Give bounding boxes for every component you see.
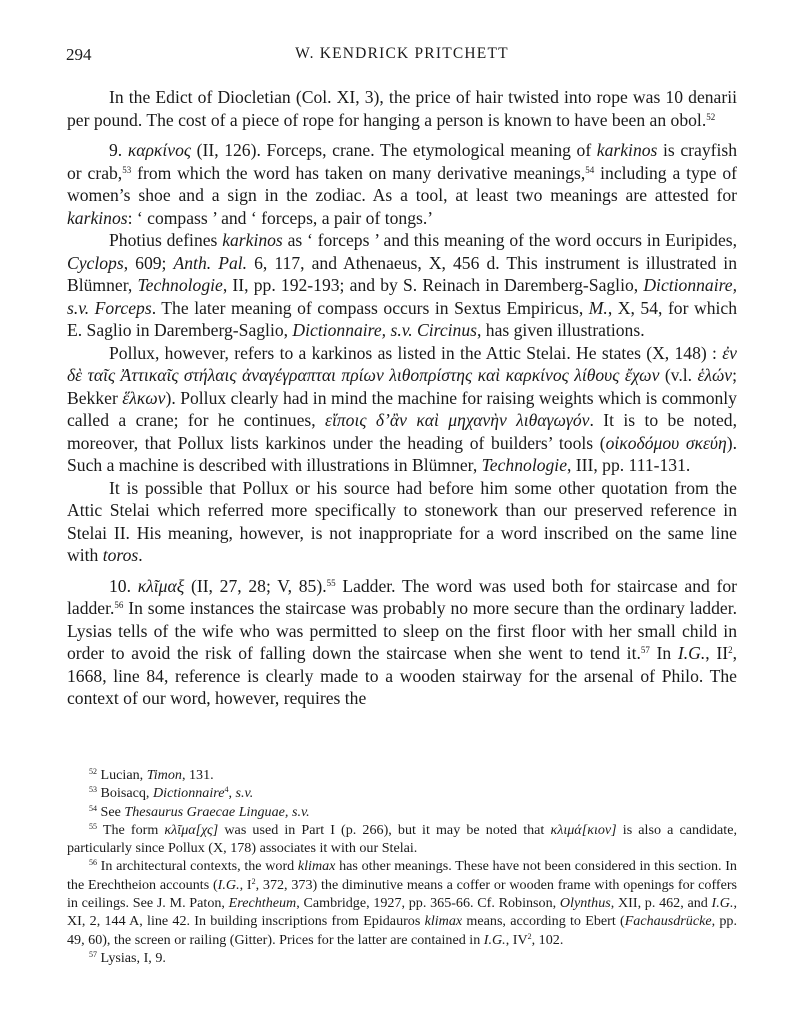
- page-header: [66, 45, 738, 69]
- superscript: 2: [527, 931, 532, 941]
- page-number: 294: [66, 45, 92, 64]
- running-title: W. KENDRICK PRITCHETT: [295, 45, 509, 62]
- text-run: , X, 54, for which E. Saglio in Daremberg-Saglio,: [67, 297, 737, 340]
- text-run: Photius defines: [109, 230, 223, 250]
- greek-quote: εἴποις δ’ἂν καὶ μηχανὴν λιθαγωγόν: [325, 410, 590, 430]
- text-run: has other meanings. These have not been considered in this section. In the Erechtheion accounts (: [67, 858, 737, 893]
- text-run: , pp. 49, 60), the screen or railing (Gitter). Prices for the latter are contained in: [67, 913, 737, 948]
- text-run: , 1668, line 84, reference is clearly made to a wooden stairway for the arsenal of Philo. The context of our word, however, requires the: [67, 643, 737, 708]
- footnote-57: [67, 949, 737, 967]
- footnote-ref-53: 53: [122, 164, 132, 175]
- footnote-54: [67, 803, 737, 821]
- footnote-ref-56: 56: [114, 600, 124, 610]
- italic-title: Dictionnaire: [152, 785, 225, 802]
- text-run: (II, 27, 28; V, 85).: [184, 575, 327, 596]
- greek-variant: ἑλών: [697, 365, 733, 385]
- footnote-ref-54: 54: [585, 164, 595, 175]
- italic-term: karkinos: [596, 140, 658, 160]
- text-run: See: [97, 803, 125, 820]
- text-run: . The later meaning of compass occurs in Sextus Empiricus,: [151, 297, 589, 318]
- text-run: (v.l.: [659, 365, 698, 385]
- text-run: Boisacq,: [97, 785, 153, 802]
- text-run: , has given illustrations.: [476, 320, 645, 340]
- text-run: , Cambridge, 1927, pp. 365-66. Cf. Robinson,: [296, 895, 560, 912]
- text-run: In some instances the staircase was probably no more secure than the ordinary ladder. Lysias tells of the wife who was permitted to sleep on the first floor with her small child in order to avoid the risk of falling down the staircase when she went to tend it.: [67, 598, 737, 663]
- text-run: ; Bekker: [67, 365, 737, 408]
- footnote-55: [67, 821, 737, 858]
- italic-title: Cyclops: [67, 252, 124, 273]
- paragraph-pollux: [67, 342, 737, 477]
- text-run: In: [649, 643, 678, 663]
- italic-title: M.: [588, 297, 608, 318]
- footnote-56: [67, 857, 737, 948]
- text-run: It is possible that Pollux or his source had before him some other quotation from the Attic Stelai which referred more specifically to stonework than our preserved reference in Stelai II. His meaning, however, is not inappropriate for a word inscribed on the same line with: [67, 477, 737, 565]
- superscript: 2: [251, 876, 256, 886]
- text-run: . It is to be noted, moreover, that Pollux lists karkinos under the heading of builders’ tools (: [67, 410, 737, 453]
- text-run: Pollux, however, refers to a karkinos as listed in the Attic Stelai. He states (X, 148) :: [109, 342, 723, 363]
- text-run: ,: [228, 785, 236, 802]
- italic-term: karkinos: [67, 207, 128, 228]
- footnote-ref-52: 52: [706, 111, 716, 122]
- text-run: , I: [239, 876, 252, 893]
- text-run: , III, pp. 111-131.: [567, 455, 691, 475]
- paragraph-klimax-entry: [67, 575, 737, 710]
- entry-number: 10.: [109, 575, 138, 596]
- text-run: Lucian,: [97, 767, 147, 783]
- italic-term: karkinos: [222, 230, 283, 250]
- paragraph-rope-price: [67, 86, 737, 131]
- text-run: The form: [97, 821, 165, 838]
- footnotes: [67, 766, 737, 967]
- italic-abbrev: s.v.: [235, 785, 254, 802]
- italic-title: Anth. Pal.: [173, 252, 248, 273]
- footnote-number: 54: [89, 803, 97, 813]
- italic-title: I.G.: [677, 643, 706, 663]
- italic-term: klimax: [297, 858, 336, 875]
- footnote-ref-57: 57: [640, 645, 650, 655]
- italic-term: toros: [102, 545, 139, 565]
- greek-headword: κλῖμαξ: [137, 575, 185, 596]
- text-run: , XI, 2, 144 A, line 42. In building inscriptions from Epidauros: [67, 895, 737, 930]
- footnote-53: [67, 784, 737, 802]
- text-run: ). Pollux clearly had in mind the machine for raising weights which is commonly called a crane; for he continues,: [67, 387, 737, 430]
- text-run: , 102.: [531, 931, 564, 948]
- italic-title: Technologie: [137, 275, 223, 295]
- italic-title: I.G.: [483, 931, 506, 948]
- text-run: , II, pp. 192-193; and by S. Reinach in Daremberg-Saglio,: [222, 275, 644, 295]
- italic-title: Olynthus: [559, 895, 611, 912]
- paragraph-karkinos-entry: [67, 139, 737, 229]
- main-text: [67, 86, 737, 710]
- greek-form: κλῖμα[χς]: [164, 821, 219, 838]
- italic-title: I.G.: [217, 876, 240, 893]
- greek-quote: ἐν δὲ ταῖς Ἀττικαῖς στήλαις ἀναγέγραπται πρίων λιθοπρίστης καὶ καρκίνος λίθους ἔχων: [67, 342, 737, 385]
- italic-title: Dictionnaire, s.v. Forceps: [67, 275, 737, 318]
- text-run: (II, 126). Forceps, crane. The etymological meaning of: [191, 140, 597, 160]
- text-run: means, according to Ebert (: [462, 913, 625, 930]
- text-run: In the Edict of Diocletian (Col. XI, 3), the price of hair twisted into rope was 10 denarii per pound. The cost of a piece of rope for hanging a person is known to have been an obol.: [67, 87, 737, 130]
- greek-headword: καρκίνος: [127, 140, 192, 160]
- italic-title: Timon: [146, 767, 182, 783]
- italic-term: klimax: [424, 913, 463, 930]
- text-run: Lysias, I, 9.: [97, 949, 166, 966]
- greek-form: κλιμά[κιον]: [550, 821, 617, 838]
- text-run: , XII, p. 462, and: [610, 895, 712, 912]
- superscript: 2: [728, 645, 733, 655]
- italic-title: Erechtheum: [228, 895, 297, 912]
- text-run: , 131.: [181, 767, 214, 783]
- footnote-number: 56: [89, 858, 97, 868]
- text-run: was used in Part I (p. 266), but it may be noted that: [218, 821, 551, 838]
- text-run: , II: [705, 643, 729, 663]
- text-run: 6, 117, and Athenaeus, X, 456 d. This instrument is illustrated in Blümner,: [67, 252, 737, 295]
- paragraph-stelai: [67, 477, 737, 567]
- footnote-number: 55: [89, 821, 97, 831]
- text-run: : ‘ compass ’ and ‘ forceps, a pair of tongs.’: [127, 207, 434, 228]
- greek-quote: οἰκοδόμου σκεύη: [605, 432, 727, 453]
- text-run: , 372, 373) the diminutive means a coffer or wooden frame with openings for coffers in ceilings. See J. M. Paton,: [67, 876, 738, 912]
- italic-title: Dictionnaire, s.v. Circinus: [292, 320, 477, 340]
- italic-title: Thesaurus Graecae Linguae, s.v.: [124, 803, 310, 820]
- superscript: 4: [224, 785, 229, 795]
- text-run: is also a candidate, particularly since Pollux (X, 178) associates it with our Stelai.: [67, 821, 738, 857]
- footnote-number: 53: [89, 785, 97, 795]
- greek-variant: ἕλκων: [122, 387, 166, 408]
- entry-number: 9.: [109, 140, 128, 160]
- text-run: In architectural contexts, the word: [97, 858, 298, 875]
- text-run: ). Such a machine is described with illustrations in Blümner,: [67, 432, 737, 475]
- italic-title: I.G.: [711, 895, 734, 912]
- italic-title: Technologie: [481, 455, 567, 475]
- text-run: as ‘ forceps ’ and this meaning of the word occurs in Euripides,: [282, 230, 737, 250]
- paragraph-photius: [67, 229, 737, 342]
- text-run: .: [138, 545, 143, 565]
- text-run: is crayfish or crab,: [67, 140, 738, 183]
- footnote-ref-55: 55: [326, 577, 336, 588]
- text-run: including a type of women’s shoe and a sign in the zodiac. As a tool, at least two meanings are attested for: [67, 162, 737, 205]
- italic-title: Fachausdrücke: [624, 913, 712, 930]
- text-run: , 609;: [123, 252, 174, 273]
- footnote-number: 57: [89, 949, 97, 959]
- text-run: from which the word has taken on many derivative meanings,: [131, 162, 586, 183]
- text-run: , IV: [505, 931, 528, 948]
- text-run: Ladder. The word was used both for staircase and for ladder.: [67, 575, 738, 618]
- footnote-number: 52: [89, 767, 97, 776]
- footnote-52: [67, 766, 737, 784]
